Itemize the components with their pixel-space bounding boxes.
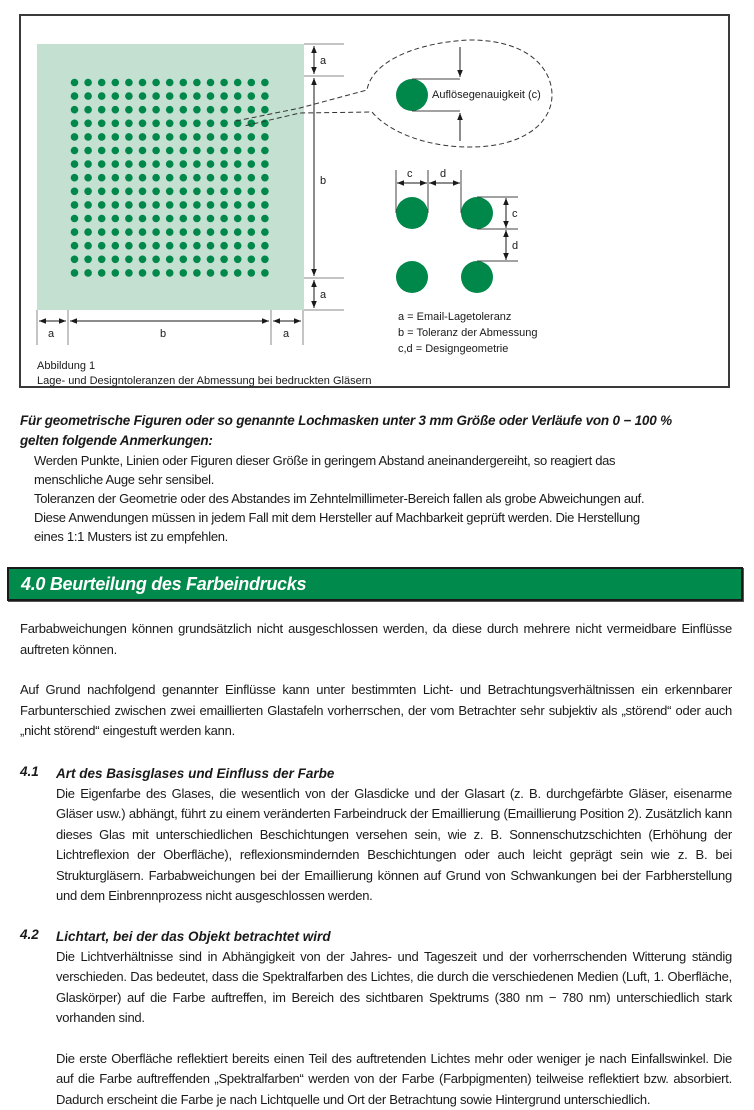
section-header (7, 567, 743, 601)
grid-dot (220, 147, 228, 155)
grid-dot (180, 215, 188, 223)
grid-dot (234, 160, 242, 168)
grid-dot (248, 92, 256, 100)
notes-line: menschliche Auge sehr sensibel. (34, 470, 740, 489)
grid-dot (139, 201, 147, 209)
grid-dot (234, 201, 242, 209)
grid-dot (152, 255, 160, 263)
grid-dot (261, 255, 269, 263)
notes-line: Diese Anwendungen müssen in jedem Fall mit dem Hersteller auf Machbarkeit geprüft werden. Die Herstellung (34, 508, 740, 527)
grid-dot (125, 79, 133, 87)
grid-dot (166, 188, 174, 196)
geometry-dot (396, 197, 428, 229)
grid-dot (71, 188, 79, 196)
grid-dot (193, 269, 201, 277)
grid-dot (139, 92, 147, 100)
section-title: 4.0 Beurteilung des Farbeindrucks (21, 574, 306, 595)
intro-paragraph: Farbabweichungen können grundsätzlich nicht ausgeschlossen werden, da diese durch mehrere nicht vermeidbare Einflüsse auftreten können. (20, 619, 732, 660)
grid-dot (98, 174, 106, 182)
grid-dot (152, 147, 160, 155)
grid-dot (193, 120, 201, 128)
grid-dot (98, 106, 106, 114)
tolerance-diagram (0, 0, 754, 400)
grid-dot (180, 174, 188, 182)
grid-dot (112, 92, 120, 100)
grid-dot (125, 174, 133, 182)
grid-dot (248, 201, 256, 209)
grid-dot (84, 269, 92, 277)
grid-dot (139, 174, 147, 182)
grid-dot (193, 160, 201, 168)
grid-dot (248, 269, 256, 277)
geometry-dot (396, 261, 428, 293)
grid-dot (180, 269, 188, 277)
grid-dot (207, 174, 215, 182)
grid-dot (84, 228, 92, 236)
grid-dot (234, 106, 242, 114)
grid-dot (234, 79, 242, 87)
grid-dot (112, 133, 120, 141)
dim-label-c-vertical: c (512, 208, 518, 220)
grid-dot (207, 79, 215, 87)
notes-line: Toleranzen der Geometrie oder des Abstandes im Zehntelmillimeter-Bereich fallen als grobe Abweichungen auf. (34, 489, 740, 508)
subsection-paragraph: Die erste Oberfläche reflektiert bereits einen Teil des auftretenden Lichtes mehr oder weniger je nach Einfallswinkel. Die auf die Farbe auftreffenden „Spektralfarben“ werden von der Farbe (Farbpigmenten) teilweise reflektiert bzw. absorbiert. Dadurch erscheint die Farbe je nach Lichtquelle und Ort der Betrachtung sowie Hintergrund unterschiedlich. (56, 1049, 732, 1110)
grid-dot (139, 188, 147, 196)
grid-dot (261, 106, 269, 114)
callout-dot (396, 79, 428, 111)
grid-dot (261, 92, 269, 100)
grid-dot (84, 188, 92, 196)
grid-dot (234, 215, 242, 223)
grid-dot (166, 269, 174, 277)
subsection-paragraph: Die Lichtverhältnisse sind in Abhängigkeit von der Jahres- und Tageszeit und der vorherrschenden Witterung ständig verschieden. Das bedeutet, dass die Spektralfarben des Lichtes, die durch die verschiedenen Medien (Luft, 1. Oberfläche, Glaskörper) auf die Farbe auftreffen, im Bereich des sichtbaren Spektrums (380 nm − 780 nm) unterschiedlich stark vorhanden sind. (56, 947, 732, 1029)
dim-label-c-horizontal: c (407, 168, 413, 180)
grid-dot (71, 106, 79, 114)
grid-dot (112, 160, 120, 168)
grid-dot (193, 92, 201, 100)
grid-dot (193, 174, 201, 182)
grid-dot (207, 106, 215, 114)
callout-label: Auflösegenauigkeit (c) (432, 89, 541, 101)
grid-dot (112, 255, 120, 263)
grid-dot (98, 188, 106, 196)
grid-dot (180, 79, 188, 87)
grid-dot (193, 242, 201, 250)
grid-dot (139, 242, 147, 250)
notes-heading: gelten folgende Anmerkungen: (20, 431, 740, 451)
section-body (20, 619, 732, 1110)
grid-dot (152, 228, 160, 236)
grid-dot (234, 269, 242, 277)
notes-heading: Für geometrische Figuren oder so genannte Lochmasken unter 3 mm Größe oder Verläufe von 0 − 100 % (20, 411, 740, 431)
grid-dot (220, 269, 228, 277)
grid-dot (166, 242, 174, 250)
grid-dot (139, 215, 147, 223)
figure-caption (37, 359, 372, 389)
grid-dot (180, 188, 188, 196)
grid-dot (234, 133, 242, 141)
grid-dot (180, 92, 188, 100)
grid-dot (193, 147, 201, 155)
grid-dot (234, 188, 242, 196)
grid-dot (71, 160, 79, 168)
grid-dot (261, 215, 269, 223)
grid-dot (112, 174, 120, 182)
grid-dot (71, 269, 79, 277)
grid-dot (98, 120, 106, 128)
grid-dot (84, 174, 92, 182)
grid-dot (152, 269, 160, 277)
grid-dot (166, 174, 174, 182)
grid-dot (84, 242, 92, 250)
grid-dot (248, 160, 256, 168)
grid-dot (139, 147, 147, 155)
grid-dot (139, 228, 147, 236)
subsection-4-2 (20, 927, 732, 1110)
subsection-title: Lichtart, bei der das Objekt betrachtet wird (56, 927, 732, 947)
grid-dot (220, 242, 228, 250)
grid-dot (207, 242, 215, 250)
subsection-number: 4.1 (20, 764, 39, 779)
grid-dot (207, 92, 215, 100)
dim-label-a-top: a (320, 55, 327, 67)
grid-dot (180, 228, 188, 236)
grid-dot (193, 79, 201, 87)
grid-dot (84, 215, 92, 223)
grid-dot (71, 215, 79, 223)
grid-dot (98, 133, 106, 141)
grid-dot (193, 201, 201, 209)
dim-label-a-bottom: a (320, 289, 327, 301)
dim-label-b-horizontal: b (160, 328, 166, 340)
grid-dot (71, 147, 79, 155)
grid-dot (261, 147, 269, 155)
grid-dot (125, 133, 133, 141)
grid-dot (193, 215, 201, 223)
grid-dot (180, 160, 188, 168)
grid-dot (98, 147, 106, 155)
grid-dot (139, 133, 147, 141)
subsection-title: Art des Basisglases und Einfluss der Farbe (56, 764, 732, 784)
grid-dot (166, 255, 174, 263)
dim-label-b-vertical: b (320, 175, 326, 187)
grid-dot (152, 133, 160, 141)
grid-dot (193, 133, 201, 141)
grid-dot (166, 215, 174, 223)
grid-dot (166, 106, 174, 114)
grid-dot (220, 201, 228, 209)
subsection-paragraph: Die Eigenfarbe des Glases, die wesentlich von der Glasdicke und der Glasart (z. B. durchgefärbte Gläser, eisenarme Gläser usw.) abhängt, führt zu einem veränderten Farbeindruck der Emaillierung (Emaillierung Position 2). Zusätzlich kann dieses Glas mit unterschiedlichen Beschichtungen versehen sein, wie z. B. Sonnenschutzschichten (Erhöhung der Lichtreflexion der Oberfläche), reflexionsmindernden Beschichtungen oder auch leicht geprägt sein wie z. B. bei Strukturgläsern. Farbabweichungen bei der Emaillierung können auf Grund von Schwankungen bei der Farbherstellung und dem Einbrennprozess nicht ausgeschlossen werden. (56, 784, 732, 907)
grid-dot (261, 174, 269, 182)
grid-dot (125, 160, 133, 168)
grid-dot (193, 228, 201, 236)
grid-dot (248, 215, 256, 223)
grid-dot (125, 255, 133, 263)
grid-dot (98, 269, 106, 277)
grid-dot (71, 255, 79, 263)
grid-dot (125, 269, 133, 277)
grid-dot (220, 133, 228, 141)
grid-dot (207, 269, 215, 277)
grid-dot (139, 106, 147, 114)
grid-dot (125, 106, 133, 114)
dot-grid (71, 79, 269, 277)
grid-dot (125, 188, 133, 196)
grid-dot (248, 242, 256, 250)
grid-dot (220, 174, 228, 182)
grid-dot (112, 242, 120, 250)
geometry-dot (461, 197, 493, 229)
grid-dot (71, 201, 79, 209)
grid-dot (193, 106, 201, 114)
grid-dot (112, 106, 120, 114)
grid-dot (152, 106, 160, 114)
grid-dot (152, 215, 160, 223)
grid-dot (112, 120, 120, 128)
grid-dot (234, 147, 242, 155)
grid-dot (84, 120, 92, 128)
grid-dot (248, 79, 256, 87)
grid-dot (84, 92, 92, 100)
legend-line: a = Email-Lagetoleranz (398, 311, 511, 323)
grid-dot (125, 120, 133, 128)
grid-dot (125, 228, 133, 236)
grid-dot (207, 120, 215, 128)
dim-label-d-vertical: d (512, 240, 518, 252)
grid-dot (207, 255, 215, 263)
grid-dot (125, 242, 133, 250)
grid-dot (98, 92, 106, 100)
grid-dot (125, 92, 133, 100)
grid-dot (248, 133, 256, 141)
grid-dot (98, 255, 106, 263)
notes-block (20, 411, 740, 546)
grid-dot (71, 79, 79, 87)
grid-dot (193, 255, 201, 263)
grid-dot (207, 147, 215, 155)
grid-dot (261, 160, 269, 168)
grid-dot (220, 255, 228, 263)
grid-dot (71, 174, 79, 182)
grid-dot (207, 215, 215, 223)
grid-dot (248, 188, 256, 196)
grid-dot (112, 79, 120, 87)
grid-dot (207, 160, 215, 168)
grid-dot (220, 228, 228, 236)
grid-dot (234, 255, 242, 263)
grid-dot (98, 215, 106, 223)
caption-text: Lage- und Designtoleranzen der Abmessung bei bedruckten Gläsern (37, 374, 372, 389)
grid-dot (84, 160, 92, 168)
grid-dot (220, 79, 228, 87)
grid-dot (71, 242, 79, 250)
grid-dot (98, 201, 106, 209)
grid-dot (166, 160, 174, 168)
grid-dot (152, 92, 160, 100)
grid-dot (248, 106, 256, 114)
legend-line: c,d = Designgeometrie (398, 343, 508, 355)
grid-dot (84, 106, 92, 114)
grid-dot (125, 147, 133, 155)
grid-dot (152, 174, 160, 182)
grid-dot (152, 242, 160, 250)
grid-dot (84, 201, 92, 209)
grid-dot (234, 92, 242, 100)
dim-label-a-right: a (283, 328, 290, 340)
grid-dot (166, 201, 174, 209)
grid-dot (125, 215, 133, 223)
grid-dot (180, 255, 188, 263)
grid-dot (166, 228, 174, 236)
grid-dot (71, 120, 79, 128)
grid-dot (220, 120, 228, 128)
grid-dot (207, 201, 215, 209)
grid-dot (166, 92, 174, 100)
grid-dot (220, 92, 228, 100)
grid-dot (220, 215, 228, 223)
grid-dot (139, 160, 147, 168)
grid-dot (71, 133, 79, 141)
grid-dot (220, 106, 228, 114)
grid-dot (166, 79, 174, 87)
grid-dot (112, 188, 120, 196)
grid-dot (180, 147, 188, 155)
grid-dot (207, 133, 215, 141)
grid-dot (248, 174, 256, 182)
caption-title: Abbildung 1 (37, 359, 372, 374)
grid-dot (139, 120, 147, 128)
dim-label-a-left: a (48, 328, 55, 340)
grid-dot (166, 133, 174, 141)
intro-paragraph: Auf Grund nachfolgend genannter Einflüsse kann unter bestimmten Licht- und Betrachtungsverhältnissen ein erkennbarer Farbunterschied zwischen zwei emaillierten Glastafeln vorherrschen, der vom Betrachter sehr subjektiv als „störend“ oder auch „nicht störend“ eingestuft werden kann. (20, 680, 732, 742)
grid-dot (112, 228, 120, 236)
grid-dot (234, 228, 242, 236)
grid-dot (152, 120, 160, 128)
grid-dot (71, 92, 79, 100)
grid-dot (261, 188, 269, 196)
grid-dot (71, 228, 79, 236)
subsection-number: 4.2 (20, 927, 39, 942)
grid-dot (207, 228, 215, 236)
grid-dot (261, 242, 269, 250)
grid-dot (166, 120, 174, 128)
grid-dot (248, 255, 256, 263)
grid-dot (261, 269, 269, 277)
grid-dot (234, 242, 242, 250)
grid-dot (180, 242, 188, 250)
grid-dot (84, 147, 92, 155)
grid-dot (234, 174, 242, 182)
grid-dot (152, 79, 160, 87)
grid-dot (261, 228, 269, 236)
grid-dot (261, 133, 269, 141)
grid-dot (180, 133, 188, 141)
grid-dot (207, 188, 215, 196)
grid-dot (98, 160, 106, 168)
grid-dot (84, 79, 92, 87)
grid-dot (166, 147, 174, 155)
grid-dot (152, 188, 160, 196)
geometry-dot (461, 261, 493, 293)
grid-dot (84, 255, 92, 263)
grid-dot (98, 79, 106, 87)
notes-line: eines 1:1 Musters ist zu empfehlen. (34, 527, 740, 546)
subsection-4-1 (20, 764, 732, 907)
grid-dot (112, 215, 120, 223)
grid-dot (139, 255, 147, 263)
grid-dot (125, 201, 133, 209)
grid-dot (180, 120, 188, 128)
grid-dot (139, 79, 147, 87)
grid-dot (248, 228, 256, 236)
legend-line: b = Toleranz der Abmessung (398, 327, 538, 339)
notes-line: Werden Punkte, Linien oder Figuren dieser Größe in geringem Abstand aneinandergereiht, so reagiert das (34, 451, 740, 470)
grid-dot (152, 160, 160, 168)
grid-dot (84, 133, 92, 141)
dim-label-d-horizontal: d (440, 168, 446, 180)
grid-dot (98, 242, 106, 250)
grid-dot (152, 201, 160, 209)
grid-dot (248, 147, 256, 155)
grid-dot (261, 79, 269, 87)
grid-dot (180, 201, 188, 209)
grid-dot (193, 188, 201, 196)
grid-dot (112, 201, 120, 209)
grid-dot (220, 160, 228, 168)
grid-dot (112, 269, 120, 277)
grid-dot (180, 106, 188, 114)
grid-dot (261, 201, 269, 209)
grid-dot (220, 188, 228, 196)
grid-dot (112, 147, 120, 155)
grid-dot (98, 228, 106, 236)
grid-dot (139, 269, 147, 277)
